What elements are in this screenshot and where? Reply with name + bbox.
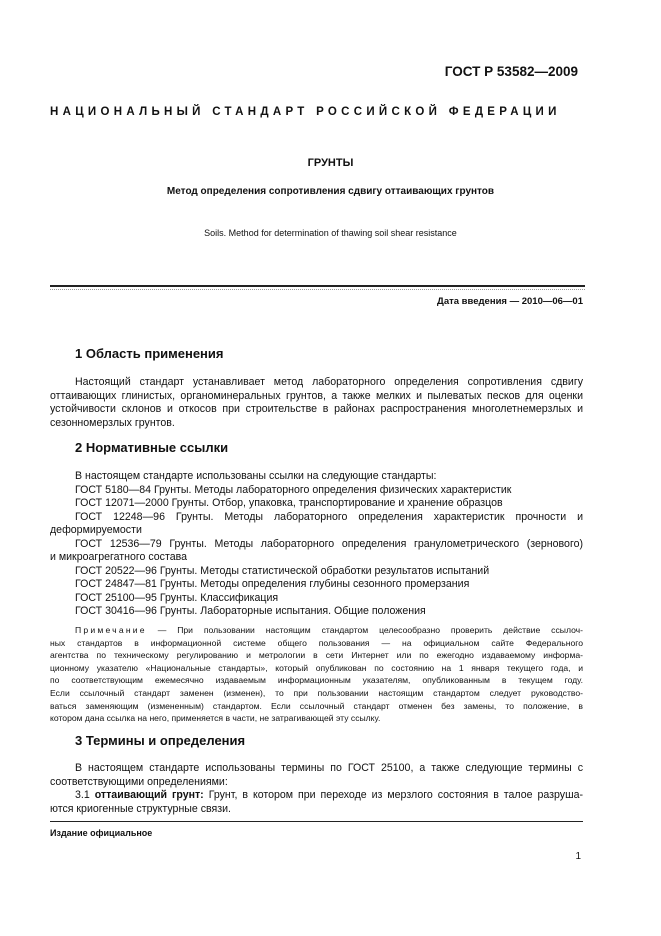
page-number: 1 bbox=[575, 851, 581, 862]
term-name: оттаивающий грунт: bbox=[94, 789, 204, 801]
term-definition-text: Грунт, в котором при переходе из мерзлого состояния в талое разруша- bbox=[208, 789, 583, 801]
section-2-intro: В настоящем стандарте использованы ссылки на следующие стандарты: bbox=[75, 470, 437, 482]
document-subtitle: Метод определения сопротивления сдвигу оттаивающих грунтов bbox=[166, 186, 495, 197]
normative-reference: ГОСТ 12248—96 Грунты. Методы лабораторного определения характеристик прочности и bbox=[75, 510, 583, 523]
normative-reference: ГОСТ 12071—2000 Грунты. Отбор, упаковка, транспортирование и хранение образцов bbox=[75, 497, 503, 509]
section-1-line-2: оттаивающих глинистых, органоминеральных грунтов, а также мелких и пылеватых песков для оценки bbox=[50, 389, 583, 402]
term-number: 3.1 bbox=[75, 789, 90, 801]
normative-reference: ГОСТ 30416—96 Грунты. Лабораторные испытания. Общие положения bbox=[75, 605, 426, 617]
note-line: котором дана ссылка на него, применяется в части, не затрагивающей эту ссылку. bbox=[50, 713, 381, 724]
introduction-date: Дата введения — 2010—06—01 bbox=[437, 296, 583, 307]
section-1-line-3: устойчивости склонов и откосов при строительстве в районах распространения многолетнемерзлых и bbox=[50, 403, 583, 415]
section-2-heading: 2 Нормативные ссылки bbox=[75, 440, 229, 455]
normative-reference-continued: и микроагрегатного состава bbox=[50, 551, 187, 563]
note-first-line bbox=[75, 624, 583, 637]
normative-reference: ГОСТ 5180—84 Грунты. Методы лабораторного определения физических характеристик bbox=[75, 483, 512, 496]
normative-reference-continued: деформируемости bbox=[50, 524, 142, 536]
document-number: ГОСТ Р 53582—2009 bbox=[444, 64, 578, 79]
note-line: агентства по техническому регулированию и метрологии в сети Интернет или по ежегодно издаваемому информа- bbox=[50, 650, 583, 661]
note-line: ционному указателю «Национальные стандарты», который опубликован по состоянию на 1 января текущего года, и bbox=[50, 662, 583, 673]
normative-reference: ГОСТ 20522—96 Грунты. Методы статистической обработки результатов испытаний bbox=[75, 564, 490, 577]
section-1-heading: 1 Область применения bbox=[75, 346, 224, 361]
normative-reference: ГОСТ 25100—95 Грунты. Классификация bbox=[75, 591, 279, 604]
normative-reference: ГОСТ 12536—79 Грунты. Методы лабораторного определения гранулометрического (зернового) bbox=[75, 537, 583, 550]
term-definition-continued: ются криогенные структурные связи. bbox=[50, 802, 232, 815]
note-line: ных стандартов в информационной системе общего пользования — на официальном сайте Федерального bbox=[50, 637, 583, 648]
footer-divider bbox=[50, 821, 583, 822]
normative-reference: ГОСТ 24847—81 Грунты. Методы определения глубины сезонного промерзания bbox=[75, 578, 470, 590]
title-divider bbox=[50, 285, 585, 287]
note-label: Примечание bbox=[75, 625, 147, 635]
note-text: — При пользовании настоящим стандартом целесообразно проверить действие ссылоч- bbox=[157, 625, 583, 635]
section-1-line-4: сезонномерзлых грунтов. bbox=[50, 416, 175, 429]
english-title: Soils. Method for determination of thawing soil shear resistance bbox=[204, 228, 457, 238]
note-line: ваться заменяющим (измененным) стандартом. Если ссылочный стандарт отменен без замены, то положение, в bbox=[50, 700, 583, 711]
section-1-line-1: Настоящий стандарт устанавливает метод лабораторного определения сопротивления сдвигу bbox=[75, 376, 583, 388]
edition-label: Издание официальное bbox=[50, 828, 153, 838]
note-line: по соответствующим ежемесячно издаваемым информационным указателям, опубликованным в текущем году. bbox=[50, 675, 583, 686]
document-title: ГРУНТЫ bbox=[307, 157, 354, 169]
title-divider-dotted bbox=[50, 289, 585, 290]
national-standard-heading: НАЦИОНАЛЬНЫЙ СТАНДАРТ РОССИЙСКОЙ ФЕДЕРАЦИИ bbox=[50, 106, 561, 118]
note-line: Если ссылочный стандарт заменен (изменен), то при пользовании настоящим стандартом следует руководство- bbox=[50, 688, 583, 698]
section-3-intro-line-2: соответствующими определениями: bbox=[50, 775, 228, 788]
term-definition bbox=[75, 789, 583, 803]
section-3-heading: 3 Термины и определения bbox=[75, 733, 246, 748]
section-3-intro-line-1: В настоящем стандарте использованы термины по ГОСТ 25100, а также следующие термины с bbox=[75, 762, 583, 774]
